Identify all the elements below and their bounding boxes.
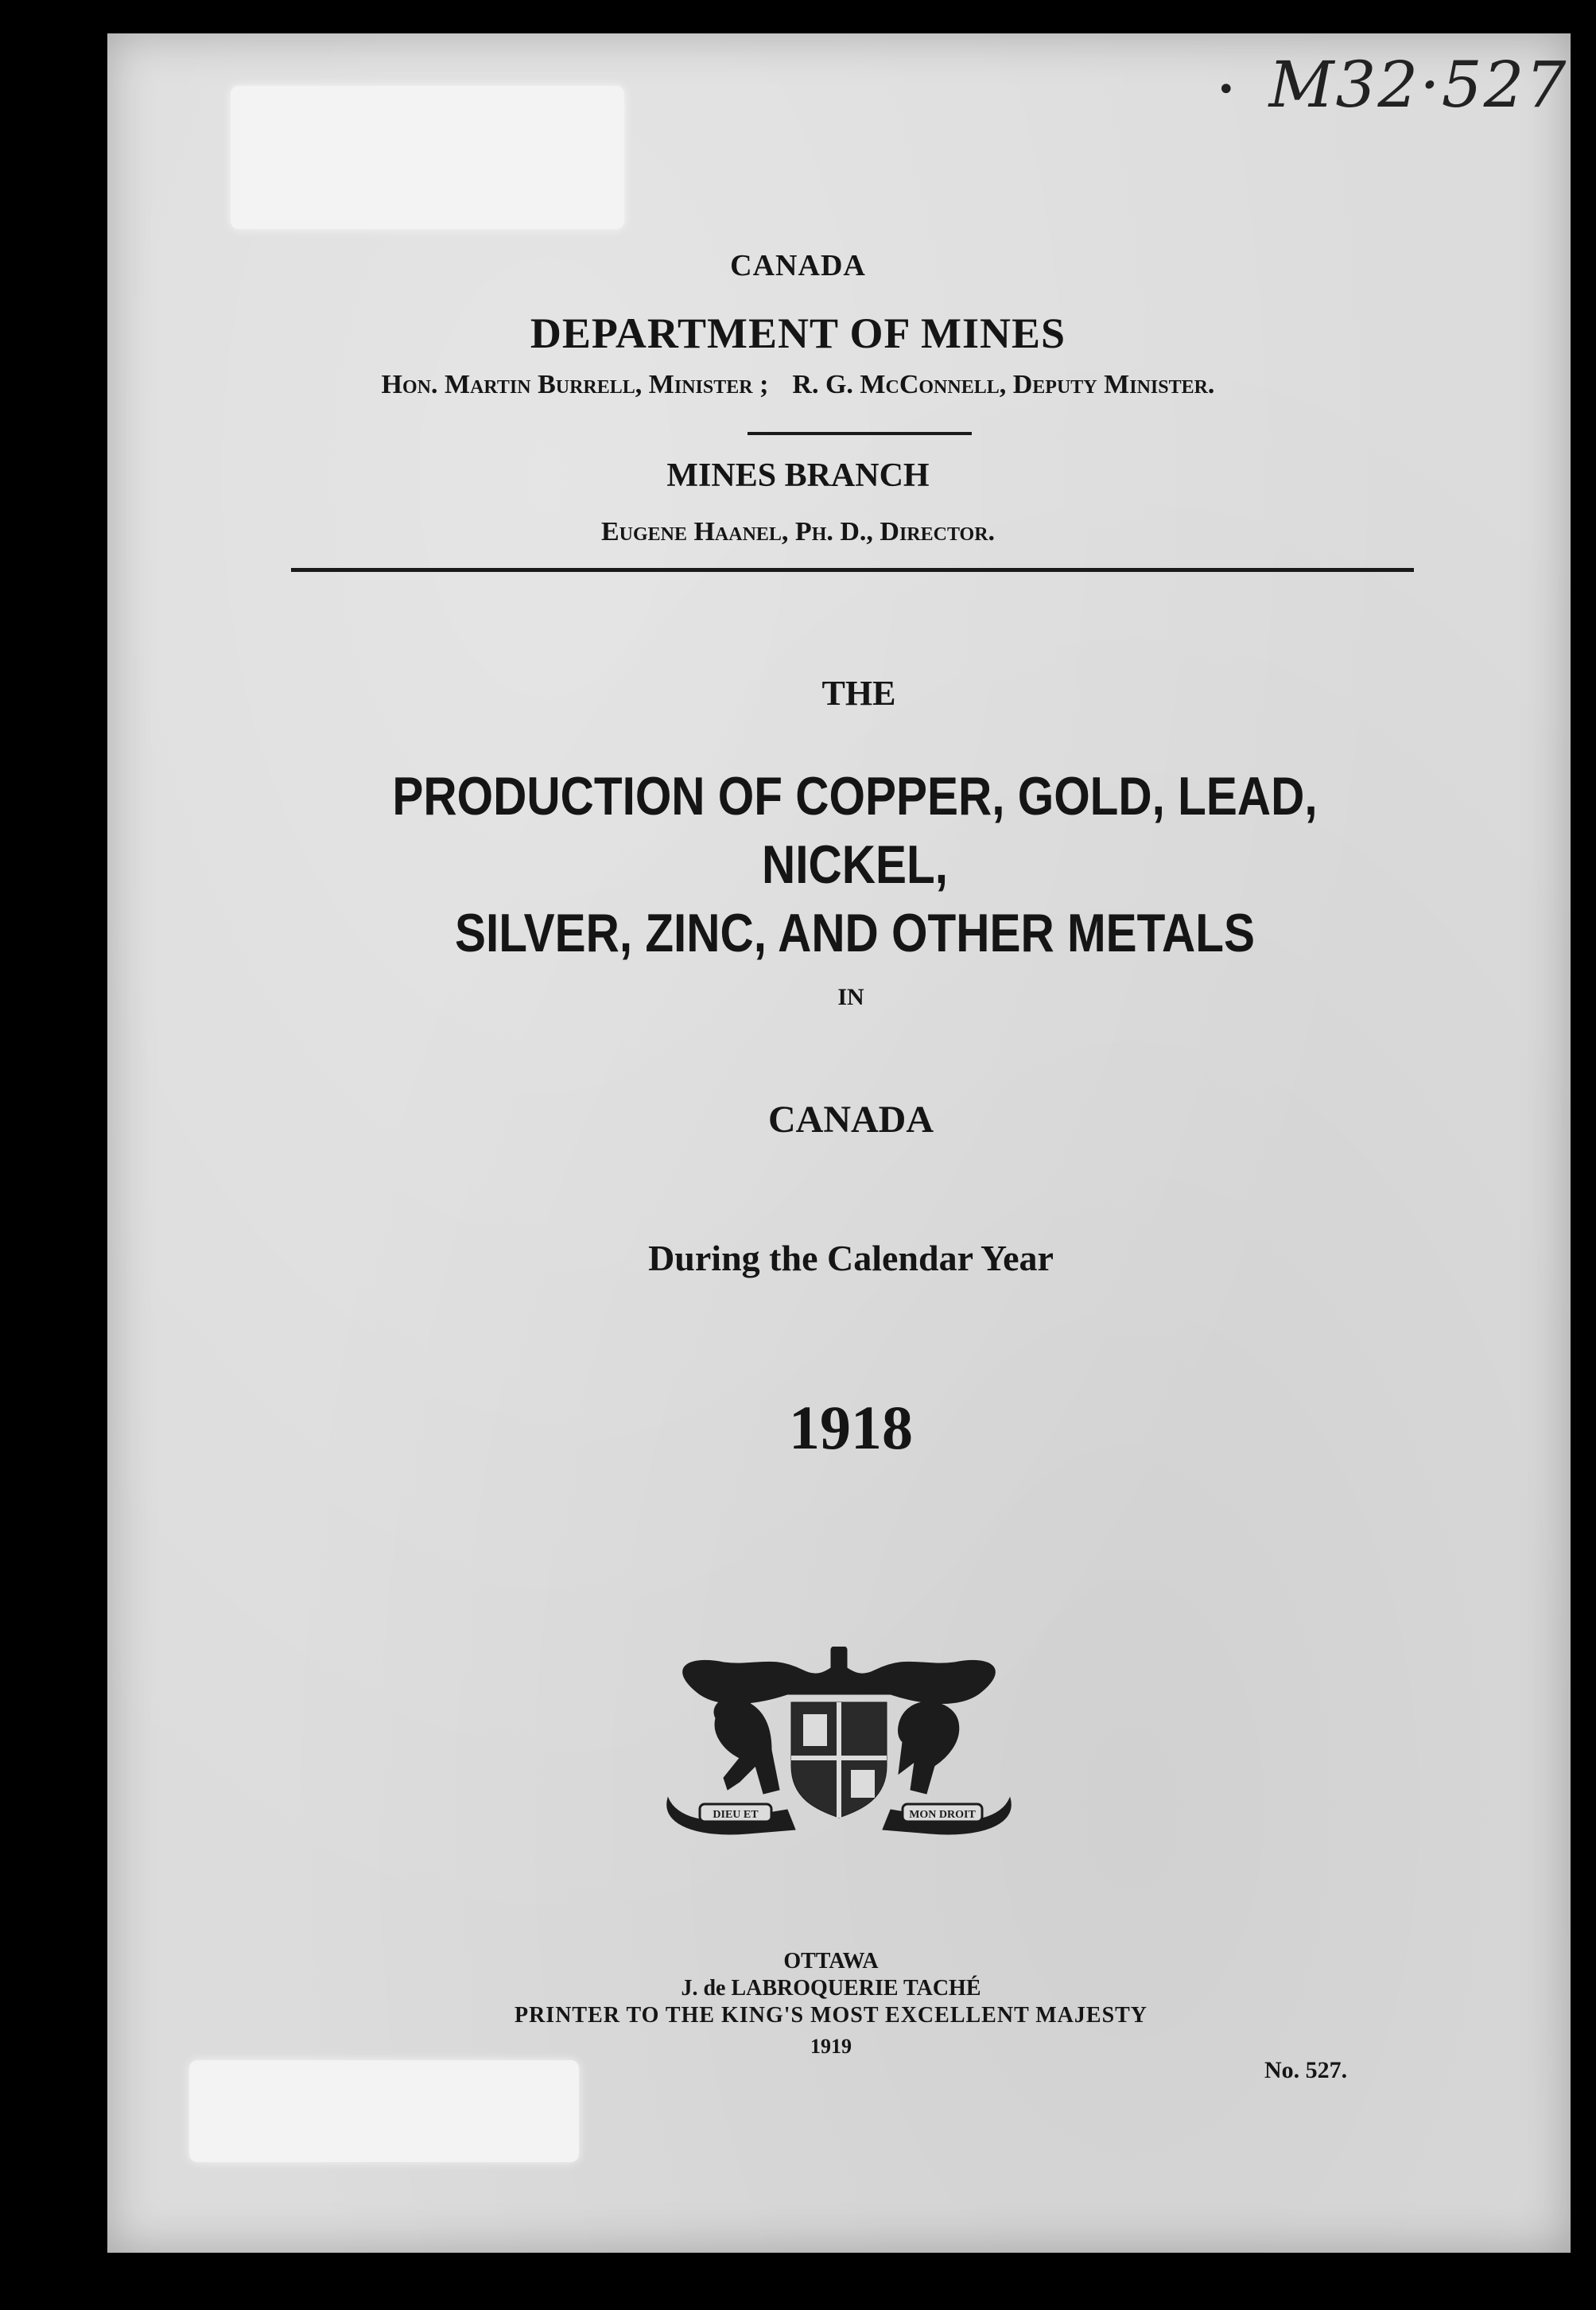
short-divider xyxy=(748,432,972,435)
header-country: CANADA xyxy=(730,249,866,282)
imprint-year: 1919 xyxy=(810,2035,852,2058)
main-title-line-2: SILVER, ZINC, AND OTHER METALS xyxy=(454,903,1256,963)
motto-left: DIEU ET xyxy=(713,1809,759,1821)
main-title xyxy=(352,762,1357,967)
publication-number: No. 527. xyxy=(1264,2057,1348,2083)
document-page xyxy=(107,33,1571,2253)
top-label-patch xyxy=(231,86,624,229)
imprint-printer: J. de LABROQUERIE TACHÉ xyxy=(681,1976,981,2001)
long-divider xyxy=(291,568,1414,572)
title-in: IN xyxy=(837,984,864,1010)
bottom-label-patch xyxy=(189,2060,579,2162)
title-the: THE xyxy=(821,674,896,713)
deputy-minister-name: R. G. McConnell, Deputy Minister. xyxy=(792,370,1215,399)
handwritten-number: • M32·527 xyxy=(1217,48,1568,122)
title-country: CANADA xyxy=(768,1099,934,1141)
imprint-printer-title: PRINTER TO THE KING'S MOST EXCELLENT MAJESTY xyxy=(514,2003,1148,2028)
department-title: DEPARTMENT OF MINES xyxy=(530,309,1066,357)
minister-name: Hon. Martin Burrell, Minister ; xyxy=(381,370,769,399)
title-year: 1918 xyxy=(789,1393,913,1462)
motto-right: MON DROIT xyxy=(909,1809,976,1821)
director-name: Eugene Haanel, Ph. D., Director. xyxy=(600,517,996,546)
title-during: During the Calendar Year xyxy=(648,1238,1054,1278)
imprint-city: OTTAWA xyxy=(783,1949,879,1974)
main-title-line-1: PRODUCTION OF COPPER, GOLD, LEAD, NICKEL, xyxy=(392,766,1318,895)
royal-coat-of-arms-icon xyxy=(652,1647,1026,1838)
branch-title: MINES BRANCH xyxy=(666,457,930,494)
officials-line xyxy=(0,370,1596,400)
